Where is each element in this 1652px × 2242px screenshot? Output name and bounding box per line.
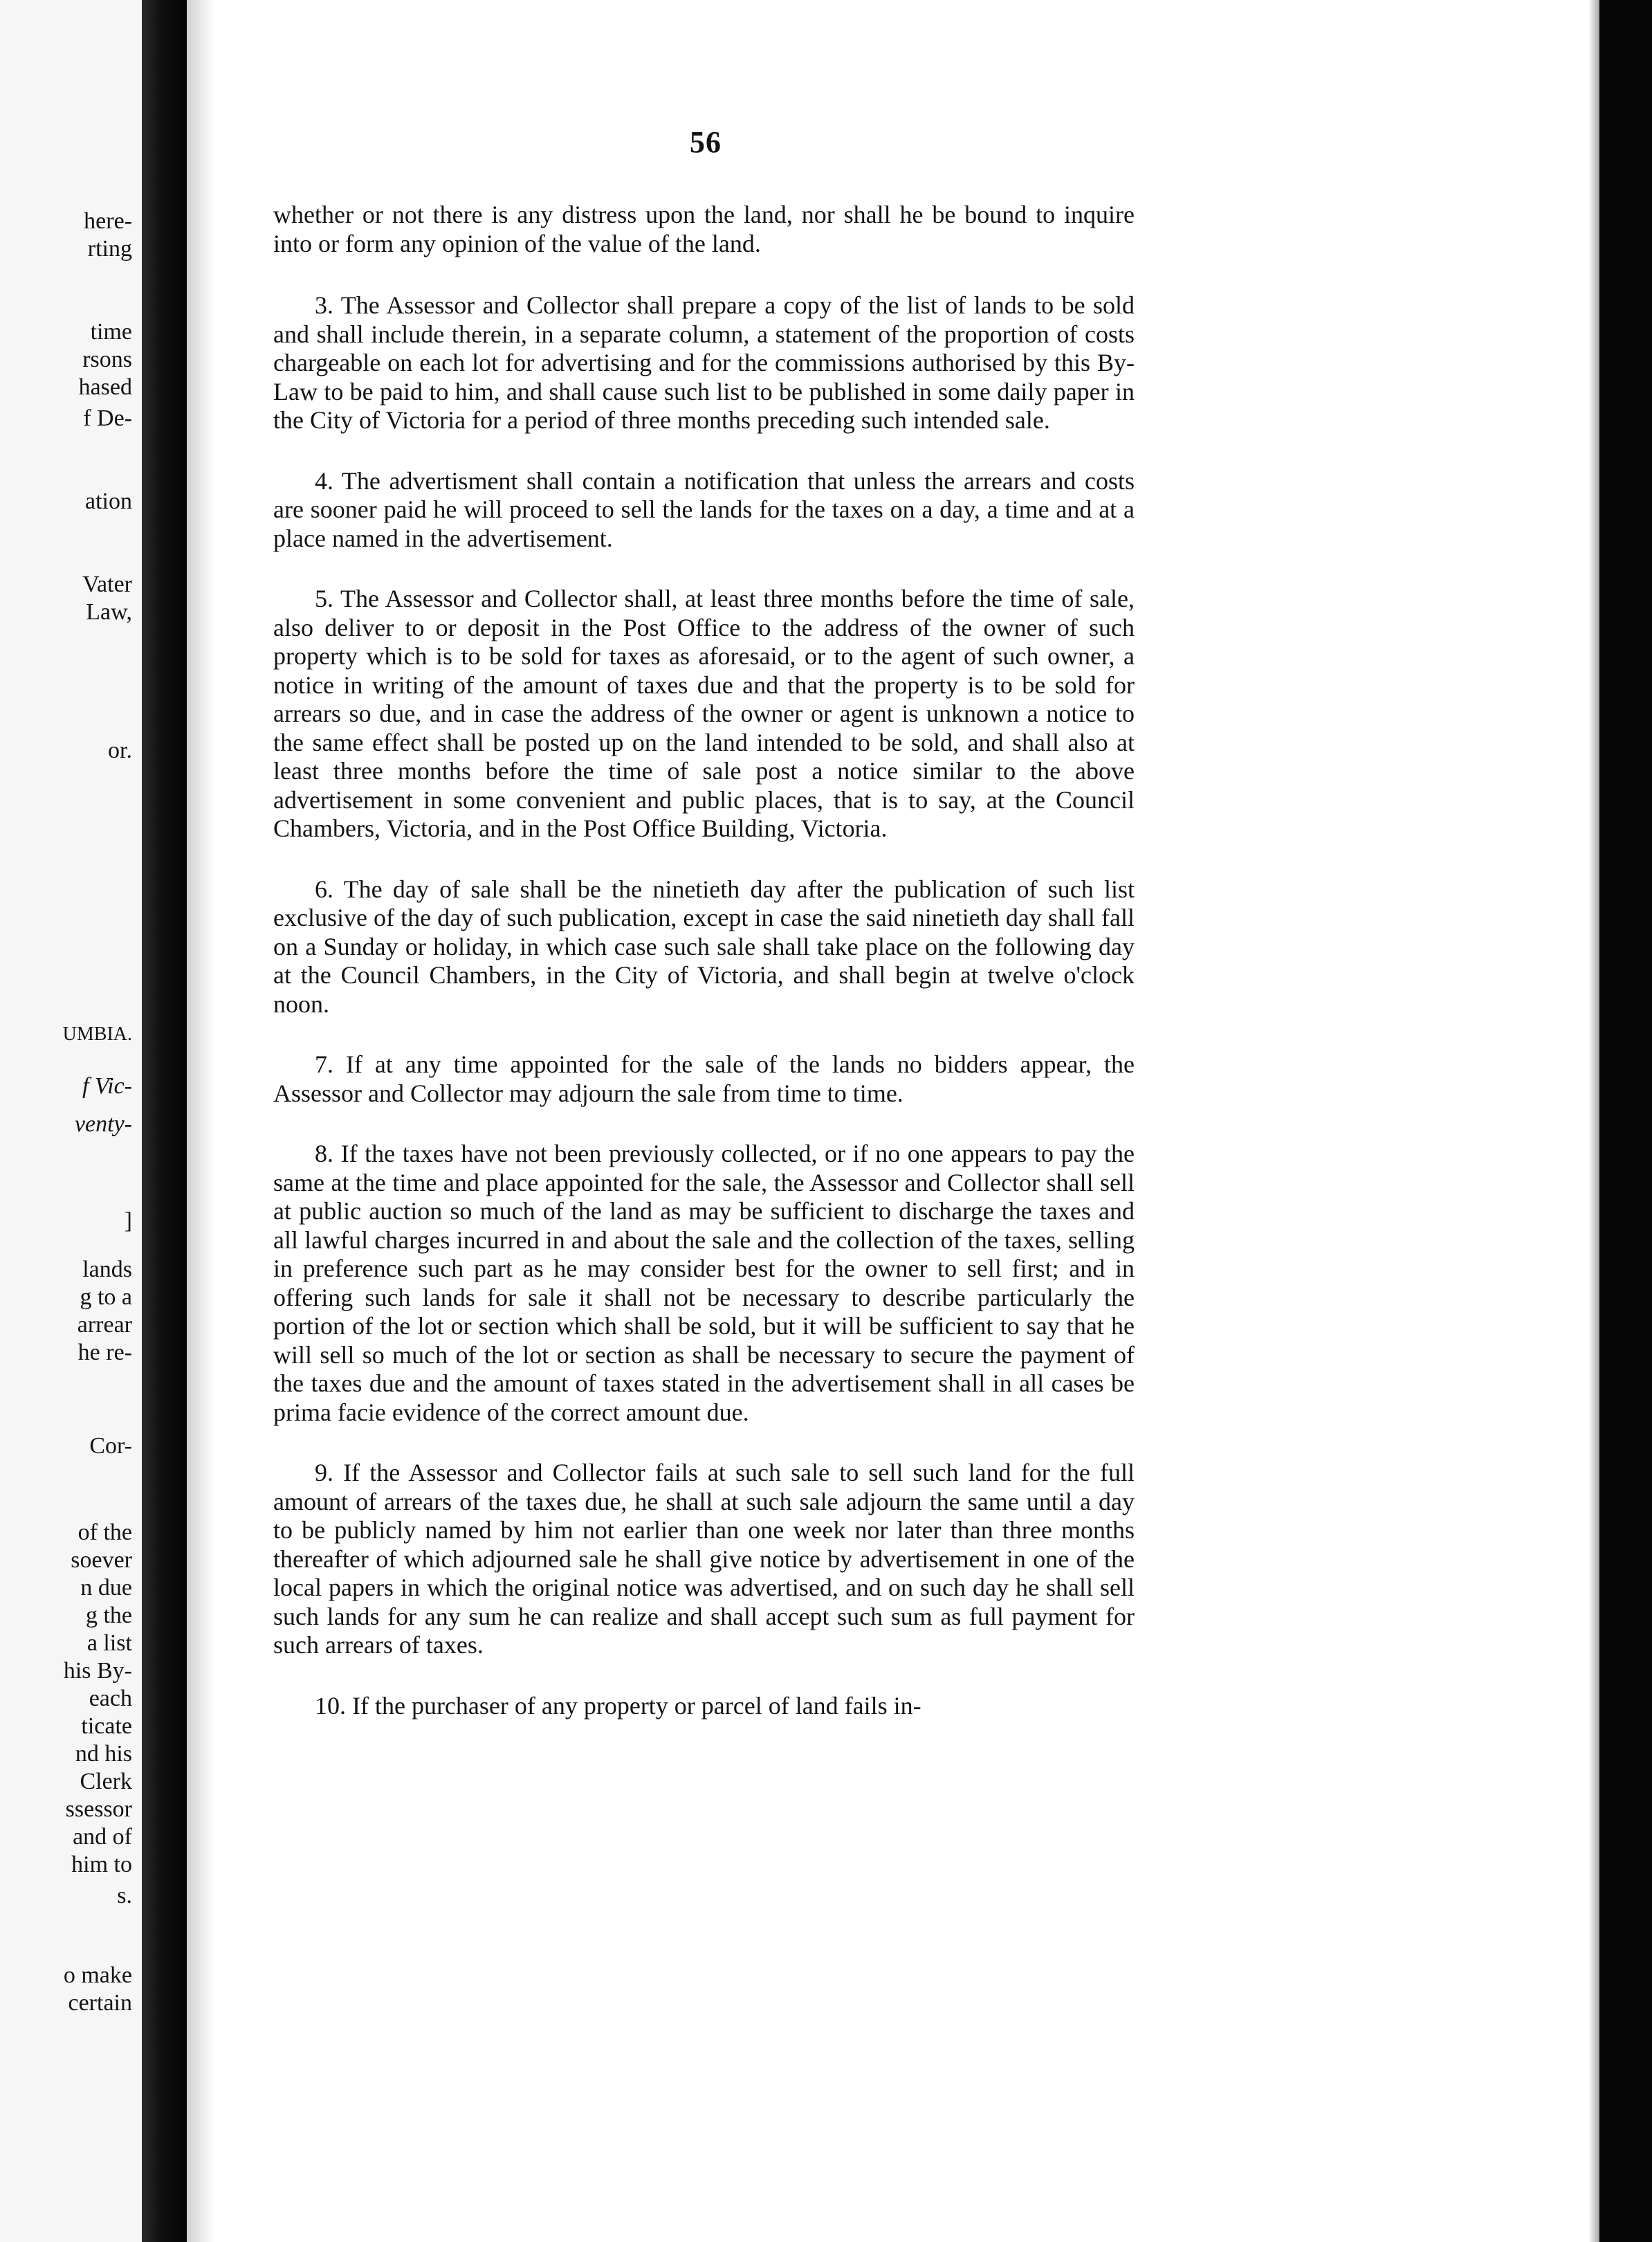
previous-page-text-fragment: here- [84, 208, 132, 234]
previous-page-text-fragment: ation [85, 489, 132, 514]
previous-page-text-fragment: g the [85, 1603, 132, 1628]
previous-page-text-fragment: each [89, 1686, 132, 1711]
previous-page-text-fragment: and of [73, 1824, 132, 1850]
previous-page-text-fragment: certain [68, 1990, 132, 2016]
section-3-paragraph: 3. The Assessor and Collector shall prepare a copy of the list of lands to be sold and shall include therein, in a separate column, a statement of the proportion of costs chargeable on each lot for advertising and for the commissions authorised by this By-Law to be paid to him, and shall cause such list to be published in some daily paper in the City of Victoria for a period of three months preceding such intended sale. [273, 291, 1135, 434]
previous-page-text-fragment: f Vic- [82, 1073, 132, 1099]
book-gutter [142, 0, 187, 2242]
previous-page-text-fragment: g to a [80, 1284, 132, 1310]
previous-page-text-fragment: UMBIA. [62, 1023, 132, 1045]
section-4-paragraph: 4. The advertisment shall contain a notification that unless the arrears and costs are sooner paid he will proceed to sell the lands for the taxes on a day, a time and at a place named in the advertisement. [273, 466, 1135, 552]
scan-border [1599, 0, 1652, 2242]
previous-page-text-fragment: he re- [77, 1340, 132, 1365]
page-edge-shadow [1588, 0, 1599, 2242]
previous-page-text-fragment: o make [63, 1962, 132, 1988]
previous-page-text-fragment: n due [80, 1575, 132, 1601]
section-10-paragraph: 10. If the purchaser of any property or parcel of land fails in- [315, 1691, 921, 1720]
previous-page-text-fragment: nd his [75, 1741, 132, 1767]
previous-page-text-fragment: ticate [81, 1713, 132, 1739]
previous-page-text-fragment: rsons [82, 347, 132, 372]
page-number: 56 [690, 125, 722, 159]
previous-page-text-fragment: his By- [63, 1658, 132, 1684]
previous-page-text-fragment: a list [86, 1630, 132, 1656]
section-5-paragraph: 5. The Assessor and Collector shall, at least three months before the time of sale, also deliver to or deposit in the Post Office to the address of the owner of such property which is to be sold for taxes as aforesaid, or to the agent of such owner, a notice in writing of the amount of taxes due and that the property is to be sold for arrears so due, and in case the address of the owner or agent is unknown a notice to the same effect shall be posted up on the land intended to be sold, and shall also at least three months before the time of sale post a notice similar to the above advertisement in some convenient and public places, that is to say, at the Council Chambers, Victoria, and in the Post Office Building, Victoria. [273, 585, 1135, 842]
page-body [273, 201, 1135, 1720]
section-7-paragraph: 7. If at any time appointed for the sale of the lands no bidders appear, the Assessor and Collector may adjourn the sale from time to time. [273, 1050, 1135, 1107]
previous-page-text-fragment: Vater [82, 572, 132, 597]
previous-page-text-fragment: Law, [86, 599, 132, 625]
previous-page-text-fragment: of the [77, 1520, 132, 1545]
previous-page-text-fragment: venty- [74, 1111, 132, 1137]
previous-page-text-fragment: him to [71, 1852, 132, 1877]
previous-page-text-fragment: hased [78, 374, 132, 400]
previous-page-text-fragment: f De- [83, 405, 132, 431]
previous-page-text-fragment: ssessor [65, 1796, 132, 1822]
previous-page-text-fragment: rting [87, 236, 132, 262]
gutter-shadow [187, 0, 214, 2242]
previous-page-text-fragment: soever [71, 1547, 132, 1573]
section-9-paragraph: 9. If the Assessor and Collector fails at such sale to sell such land for the full amount of arrears of the taxes due, he shall at such sale adjourn the same until a day to be publicly named by him not earlier than one week nor later than three months thereafter of which adjourned sale he shall give notice by advertisement in one of the local papers in which the original notice was advertised, and on such day he shall sell such lands for any sum he can realize and shall accept such sum as full payment for such arrears of taxes. [273, 1459, 1135, 1659]
previous-page-text-fragment: ] [124, 1208, 132, 1234]
previous-page-fragment [0, 0, 142, 2242]
opening-paragraph: whether or not there is any distress upon the land, nor shall he be bound to inquire into or form any opinion of the value of the land. [273, 201, 1135, 257]
previous-page-text-fragment: lands [82, 1257, 132, 1282]
previous-page-text-fragment: s. [117, 1883, 132, 1908]
previous-page-text-fragment: time [90, 319, 132, 345]
previous-page-text-fragment: Clerk [80, 1769, 132, 1794]
section-6-paragraph: 6. The day of sale shall be the ninetieth day after the publication of such list exclusive of the day of such publication, except in case the said ninetieth day shall fall on a Sunday or holiday, in which case such sale shall take place on the following day at the Council Chambers, in the City of Victoria, and shall begin at twelve o'clock noon. [273, 875, 1135, 1018]
previous-page-text-fragment: arrear [77, 1312, 132, 1338]
section-8-paragraph: 8. If the taxes have not been previously collected, or if no one appears to pay the same at the time and place appointed for the sale, the Assessor and Collector shall sell at public auction so much of the land as may be sufficient to discharge the taxes and all lawful charges incurred in and about the sale and the collection of the taxes, selling in preference such part as he may consider best for the owner to sell first; and in offering such lands for sale it shall not be necessary to describe particularly the portion of the lot or section which shall be sold, but it will be sufficient to say that he will sell so much of the lot or section as shall be necessary to secure the payment of the taxes due and the amount of taxes stated in the advertisement shall in all cases be prima facie evidence of the correct amount due. [273, 1140, 1135, 1426]
previous-page-text-fragment: Cor- [89, 1433, 132, 1459]
previous-page-text-fragment: or. [108, 738, 132, 763]
